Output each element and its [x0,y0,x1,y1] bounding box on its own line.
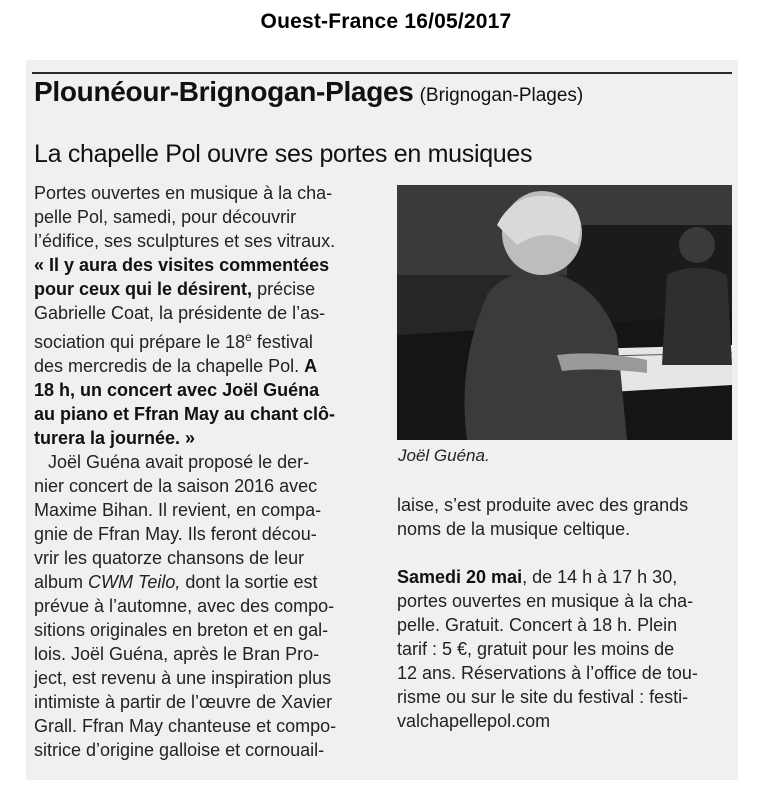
text-line: gnie de Ffran May. Ils feront décou- [34,524,317,544]
text-line: 12 ans. Réservations à l’office de tou- [397,663,698,683]
text-line: noms de la musique celtique. [397,519,631,539]
text-line [34,426,372,450]
quote-bold: A [304,356,318,376]
text-line [34,325,372,354]
quote-bold: 18 h, un concert avec Joël Guéna [34,380,320,400]
text-line: valchapellepol.com [397,711,551,731]
text-line: sitions originales en breton et en gal- [34,620,329,640]
quote-bold: turera la journée. » [34,428,196,448]
text-line: vrir les quatorze chansons de leur [34,548,305,568]
text-line: risme ou sur le site du festival : festi- [397,687,689,707]
text-span: dont la sortie est [180,572,318,592]
photo-caption: Joël Guéna. [398,446,490,465]
text-line: pelle. Gratuit. Concert à 18 h. Plein [397,615,678,635]
date-bold: Samedi 20 mai [397,567,523,587]
text-line: l’édifice, ses sculptures et ses vitraux. [34,231,336,251]
text-span: des mercredis de la chapelle Pol. [34,356,305,376]
quote-bold: « Il y aura des visites commentées [34,255,330,275]
paragraph-gap [397,541,732,565]
article-left-column [34,181,372,762]
album-title: CWM Teilo, [88,572,181,592]
text-line: Maxime Bihan. Il revient, en compa- [34,500,322,520]
text-line: pelle Pol, samedi, pour découvrir [34,207,297,227]
town-subtitle: (Brignogan-Plages) [419,85,584,106]
text-span: précise [252,279,316,299]
quote-bold: au piano et Ffran May au chant clô- [34,404,336,424]
text-line: laise, s’est produite avec des grands [397,495,689,515]
text-line: Joël Guéna avait proposé le der- [48,452,310,472]
text-span: sociation qui prépare le 18 [34,332,246,352]
pianist-photo-illustration [397,185,732,440]
text-line [34,402,372,426]
text-line [397,565,732,589]
text-span: festival [251,332,313,352]
text-line: sitrice d’origine galloise et cornouail- [34,740,325,760]
town-name: Plounéour-Brignogan-Plages [34,76,414,107]
quote-bold: pour ceux qui le désirent, [34,279,253,299]
text-span: , de 14 h à 17 h 30, [522,567,678,587]
text-line: Portes ouvertes en musique à la cha- [34,183,333,203]
text-line: ject, est revenu à une inspiration plus [34,668,332,688]
article-photo [397,185,732,440]
superscript: e [245,330,252,344]
text-line: prévue à l’automne, avec des compo- [34,596,335,616]
text-line: tarif : 5 €, gratuit pour les moins de [397,639,675,659]
article-title: La chapelle Pol ouvre ses portes en musiques [34,140,533,168]
text-line [34,253,372,277]
text-line: nier concert de la saison 2016 avec [34,476,318,496]
header-rule [32,72,732,74]
text-line [34,277,372,301]
article-right-column [397,493,732,733]
text-span: album [34,572,89,592]
section-header [34,76,583,108]
text-line [34,570,372,594]
text-line [34,354,372,378]
text-line: intimiste à partir de l’œuvre de Xavier [34,692,333,712]
text-line: Grall. Ffran May chanteuse et compo- [34,716,337,736]
text-line: lois. Joël Guéna, après le Bran Pro- [34,644,320,664]
text-line: Gabrielle Coat, la présidente de l’as- [34,303,326,323]
newspaper-source: Ouest-France 16/05/2017 [260,10,512,33]
text-line: portes ouvertes en musique à la cha- [397,591,694,611]
text-line [34,378,372,402]
